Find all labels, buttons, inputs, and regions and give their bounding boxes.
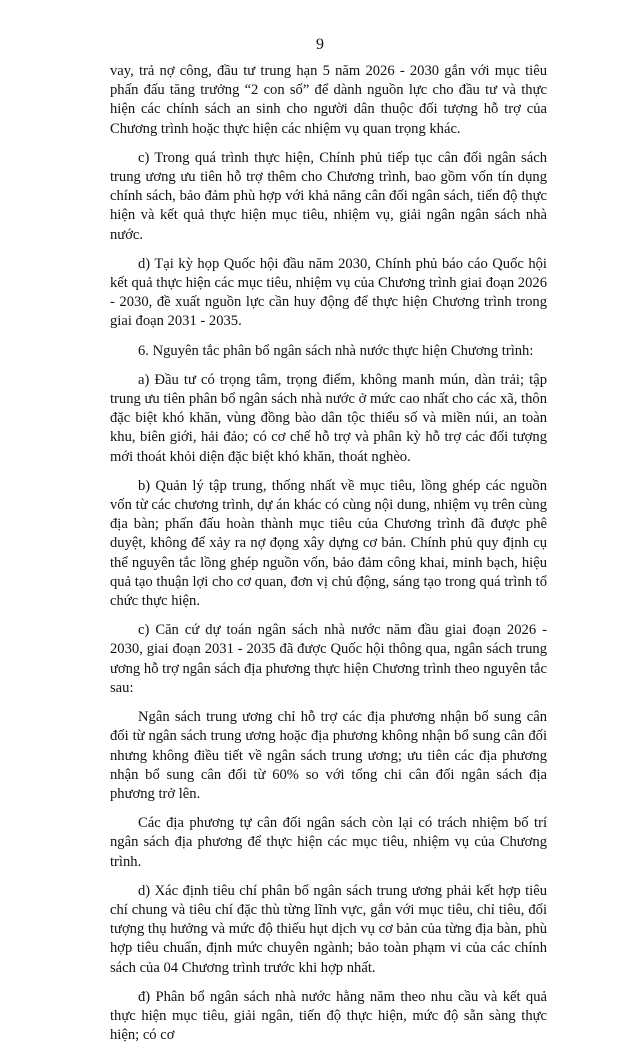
paragraph-continuation: vay, trả nợ công, đầu tư trung hạn 5 năm 2026 - 2030 gắn với mục tiêu phấn đấu tăng trưởng “2 con số” để dành nguồn lực cho đầu tư và thực hiện các chính sách an sinh cho người dân thuộc đối tượng hỗ trợ của Chương trình hoặc thực hiện các nhiệm vụ quan trọng khác. xyxy=(110,63,547,137)
paragraph-item-d: d) Tại kỳ họp Quốc hội đầu năm 2030, Chính phủ báo cáo Quốc hội kết quả thực hiện các mục tiêu, nhiệm vụ của Chương trình giai đoạn 2026 - 2030, đề xuất nguồn lực cần huy động để thực hiện Chương trình trong giai đoạn 2031 - 2035. xyxy=(110,255,547,330)
section-heading-6: 6. Nguyên tắc phân bổ ngân sách nhà nước thực hiện Chương trình: xyxy=(138,342,534,359)
paragraph-item-dd: đ) Phân bổ ngân sách nhà nước hằng năm theo nhu cầu và kết quả thực hiện mục tiêu, giải ngân, tiến độ thực hiện, mức độ sẵn sàng thực hiện; có cơ xyxy=(110,988,547,1044)
paragraph-item-c2: c) Căn cứ dự toán ngân sách nhà nước năm đầu giai đoạn 2026 - 2030, giai đoạn 2031 - 2035 đã được Quốc hội thông qua, ngân sách trung ương hỗ trợ ngân sách địa phương thực hiện Chương trình theo nguyên tắc sau: xyxy=(110,622,547,696)
paragraph-item-d2: d) Xác định tiêu chí phân bổ ngân sách trung ương phải kết hợp tiêu chí chung và tiêu chí đặc thù từng lĩnh vực, gắn với mục tiêu, chỉ tiêu, đối tượng thụ hưởng và mức độ thiếu hụt dịch vụ cơ bản của từng địa bàn, phù hợp tiêu chuẩn, định mức chuyên ngành; bảo toàn phạm vi của các chính sách của 04 Chương trình trước khi hợp nhất. xyxy=(110,882,547,976)
paragraph-item-b: b) Quản lý tập trung, thống nhất về mục tiêu, lồng ghép các nguồn vốn từ các chương trình, dự án khác có cùng nội dung, nhiệm vụ trên cùng địa bàn; phấn đấu hoàn thành mục tiêu của Chương trình đã được phê duyệt, không để xảy ra nợ đọng xây dựng cơ bản. Chính phủ quy định cụ thể nguyên tắc lồng ghép nguồn vốn, bảo đảm công khai, minh bạch, hiệu quả tạo thuận lợi cho cơ quan, đơn vị chủ động, sáng tạo trong quá trình tổ chức thực hiện. xyxy=(110,477,547,610)
paragraph-item-c: c) Trong quá trình thực hiện, Chính phủ tiếp tục cân đối ngân sách trung ương ưu tiên hỗ trợ thêm cho Chương trình, bao gồm vốn tín dụng chính sách, bảo đảm phù hợp với khả năng cân đối ngân sách, tiến độ thực hiện và kết quả thực hiện mục tiêu, nhiệm vụ, giải ngân ngân sách nhà nước. xyxy=(110,149,547,243)
paragraph-item-a: a) Đầu tư có trọng tâm, trọng điểm, không manh mún, dàn trải; tập trung ưu tiên phân bổ ngân sách nhà nước ở mức cao nhất cho các xã, thôn đặc biệt khó khăn, vùng đồng bào dân tộc thiểu số và miền núi, an toàn khu, biên giới, hải đảo; có cơ chế hỗ trợ và phân kỳ hỗ trợ các đối tượng mới thoát khỏi diện đặc biệt khó khăn, thoát nghèo. xyxy=(110,371,547,465)
page-number: 9 xyxy=(316,36,324,53)
paragraph-subitem-1: Ngân sách trung ương chỉ hỗ trợ các địa phương nhận bổ sung cân đối từ ngân sách trung ương hoặc địa phương không nhận bổ sung cân đối nhưng không điều tiết về ngân sách trung ương; ưu tiên các địa phương nhận bổ sung cân đối từ 60% so với tổng chi cân đối ngân sách địa phương trở lên. xyxy=(110,709,547,802)
body-text xyxy=(110,62,547,1055)
paragraph-subitem-2: Các địa phương tự cân đối ngân sách còn lại có trách nhiệm bố trí ngân sách địa phương để thực hiện các mục tiêu, nhiệm vụ của Chương trình. xyxy=(110,815,547,870)
